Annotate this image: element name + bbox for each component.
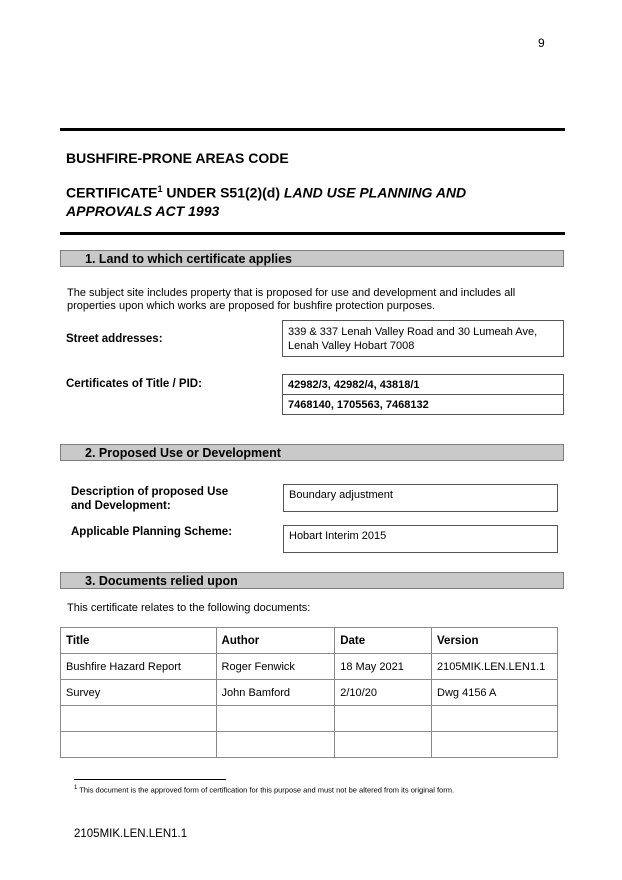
column-header-author: Author [216, 628, 335, 654]
description-label-line-1: Description of proposed Use [71, 486, 229, 498]
table-cell: John Bamford [216, 680, 335, 706]
table-cell: Dwg 4156 A [432, 680, 558, 706]
table-cell: Survey [61, 680, 217, 706]
certificate-prefix: CERTIFICATE [66, 184, 158, 201]
table-cell [432, 732, 558, 758]
table-row [61, 706, 558, 732]
table-row [61, 680, 558, 706]
description-label-line-2: and Development: [71, 500, 171, 512]
description-value-box: Boundary adjustment [283, 484, 558, 512]
table-cell [61, 732, 217, 758]
table-cell [61, 706, 217, 732]
top-rule [60, 128, 565, 131]
street-address-line-1: 339 & 337 Lenah Valley Road and 30 Lumeah Ave, [288, 326, 538, 338]
pid-box: 7468140, 1705563, 7468132 [282, 394, 564, 415]
certificate-title [66, 180, 536, 220]
table-cell [216, 706, 335, 732]
footnote-number: 1 [74, 785, 78, 791]
footnote-separator [74, 779, 226, 780]
table-header-row [61, 628, 558, 654]
street-address-line-2: Lenah Valley Hobart 7008 [288, 340, 415, 352]
street-addresses-label: Street addresses: [66, 333, 163, 345]
table-cell: 2105MIK.LEN.LEN1.1 [432, 654, 558, 680]
table-cell [335, 732, 432, 758]
table-cell: 2/10/20 [335, 680, 432, 706]
footnote [74, 785, 454, 795]
act-name: LAND USE PLANNING AND APPROVALS ACT 1993 [66, 184, 467, 219]
section-1-heading: 1. Land to which certificate applies [60, 250, 564, 267]
section-3-intro: This certificate relates to the following documents: [67, 602, 311, 614]
documents-table [60, 627, 558, 758]
column-header-title: Title [61, 628, 217, 654]
table-cell: 18 May 2021 [335, 654, 432, 680]
code-title: BUSHFIRE-PRONE AREAS CODE [66, 150, 289, 166]
street-addresses-box [282, 320, 564, 357]
column-header-date: Date [335, 628, 432, 654]
footnote-text: This document is the approved form of certification for this purpose and must not be altered from its original form. [77, 785, 455, 795]
section-2-heading: 2. Proposed Use or Development [60, 444, 564, 461]
table-cell: Roger Fenwick [216, 654, 335, 680]
page-number: 9 [538, 36, 545, 50]
table-cell: Bushfire Hazard Report [61, 654, 217, 680]
title-bottom-rule [60, 232, 565, 235]
section-1-intro: The subject site includes property that is proposed for use and development and includes all properties upon which works are proposed for bushfire protection purposes. [67, 287, 516, 312]
title-pid-label: Certificates of Title / PID: [66, 378, 202, 390]
table-row [61, 654, 558, 680]
description-label [71, 485, 228, 513]
table-row [61, 732, 558, 758]
table-cell [432, 706, 558, 732]
certificate-under: UNDER S51(2)(d) [162, 184, 284, 201]
column-header-version: Version [432, 628, 558, 654]
planning-scheme-value-box: Hobart Interim 2015 [283, 525, 558, 553]
planning-scheme-label: Applicable Planning Scheme: [71, 526, 233, 538]
table-cell [335, 706, 432, 732]
footnote-mark: 1 [157, 184, 163, 194]
footer-reference: 2105MIK.LEN.LEN1.1 [74, 828, 188, 840]
certificates-of-title-box: 42982/3, 42982/4, 43818/1 [282, 374, 564, 395]
table-cell [216, 732, 335, 758]
section-3-heading: 3. Documents relied upon [60, 572, 564, 589]
